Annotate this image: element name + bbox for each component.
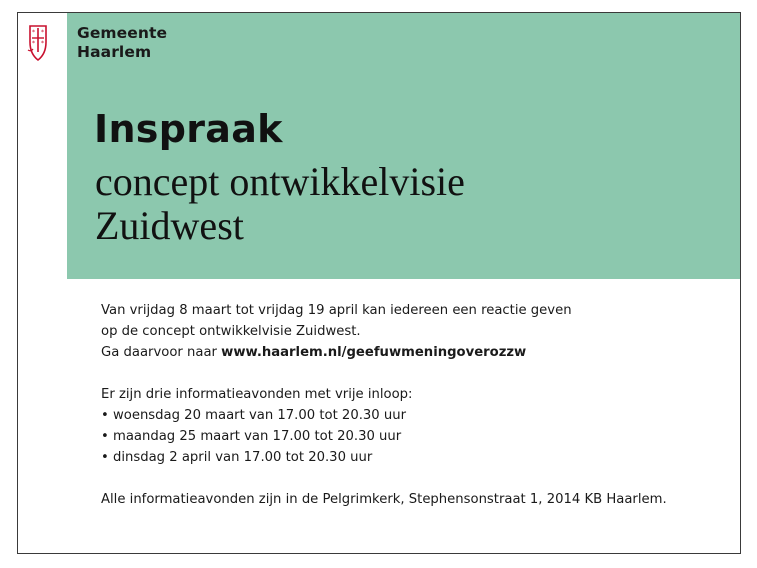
info-heading: Er zijn drie informatieavonden met vrije inloop: — [101, 387, 413, 402]
announcement-subtitle — [95, 160, 465, 248]
intro-line-3 — [101, 342, 731, 363]
feedback-url: www.haarlem.nl/geefuwmeningoverozzw — [221, 345, 527, 360]
announcement-title: Inspraak — [94, 107, 283, 151]
session-item: • maandag 25 maart van 17.00 tot 20.30 uur — [101, 429, 402, 444]
intro-line-1: Van vrijdag 8 maart tot vrijdag 19 april kan iedereen een reactie geven — [101, 303, 572, 318]
haarlem-coat-of-arms-icon — [27, 22, 49, 62]
session-item: • dinsdag 2 april van 17.00 tot 20.30 uur — [101, 450, 373, 465]
org-line-1: Gemeente — [77, 24, 168, 42]
svg-text:*: * — [32, 29, 35, 36]
intro-line-3-prefix: Ga daarvoor naar — [101, 345, 222, 360]
session-item: • woensdag 20 maart van 17.00 tot 20.30 uur — [101, 408, 407, 423]
location-text: Alle informatieavonden zijn in de Pelgrimkerk, Stephensonstraat 1, 2014 KB Haarlem. — [101, 492, 667, 507]
svg-text:*: * — [32, 40, 35, 47]
announcement-body — [101, 300, 731, 510]
organization-name — [77, 24, 167, 62]
org-line-2: Haarlem — [77, 43, 152, 61]
subtitle-line-1: concept ontwikkelvisie — [95, 159, 465, 204]
svg-text:*: * — [41, 40, 44, 47]
svg-text:*: * — [41, 29, 44, 36]
intro-line-2: op de concept ontwikkelvisie Zuidwest. — [101, 324, 361, 339]
subtitle-line-2: Zuidwest — [95, 203, 244, 248]
